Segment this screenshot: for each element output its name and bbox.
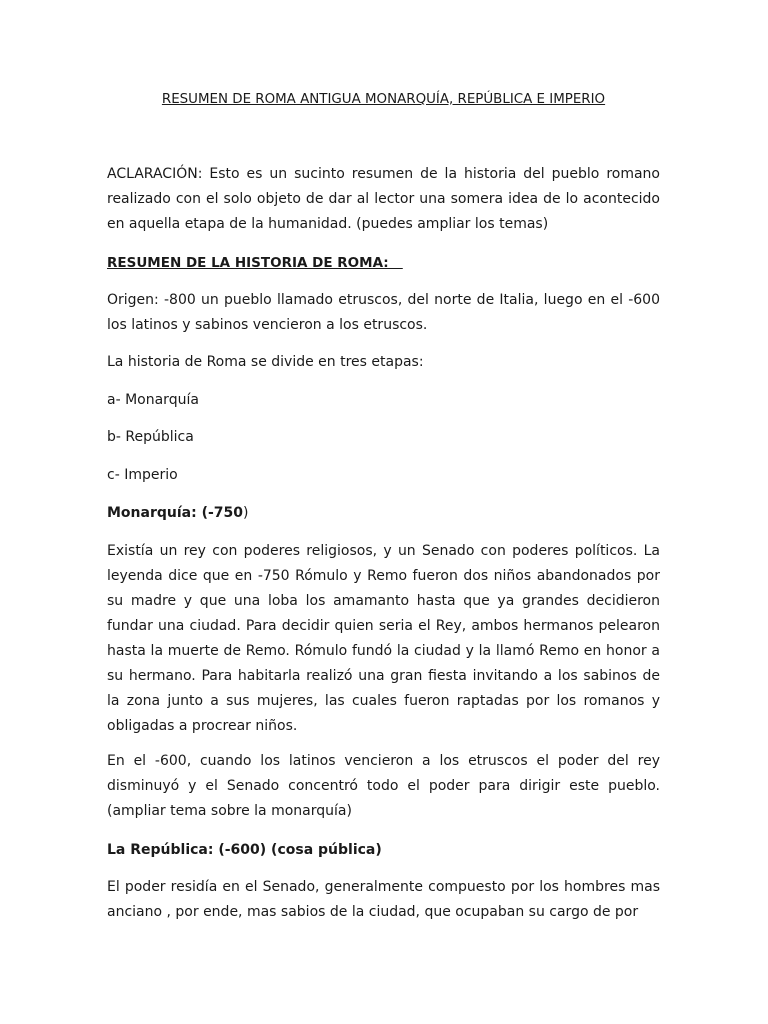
aclaracion-paragraph: ACLARACIÓN: Esto es un sucinto resumen de la historia del pueblo romano realizado con el solo objeto de dar al lector una somera idea de lo acontecido en aquella etapa de la humanidad. (puedes ampliar los temas): [107, 166, 660, 232]
monarquia-heading-tail: ): [243, 505, 249, 521]
monarquia-paragraph-1: Existía un rey con poderes religiosos, y un Senado con poderes políticos. La leyenda dice que en -750 Rómulo y Remo fueron dos niños abandonados por su madre y que una loba los amamanto hasta que ya grandes decidieron fundar una ciudad. Para decidir quien seria el Rey, ambos hermanos pelearon hasta la muerte de Remo. Rómulo fundó la ciudad y la llamó Remo en honor a su hermano. Para habitarla realizó una gran fiesta invitando a los sabinos de la zona junto a sus mujeres, las cuales fueron raptadas por los romanos y obligadas a procrear niños.: [107, 543, 660, 734]
etapa-item: b- República: [107, 429, 194, 445]
historia-heading-text: RESUMEN DE LA HISTORIA DE ROMA:: [107, 255, 403, 271]
document-title: RESUMEN DE ROMA ANTIGUA MONARQUÍA, REPÚBLICA E IMPERIO: [161, 92, 606, 107]
origen-paragraph: Origen: -800 un pueblo llamado etruscos, del norte de Italia, luego en el -600 los latinos y sabinos vencieron a los etruscos.: [107, 292, 660, 333]
republica-paragraph-1: El poder residía en el Senado, generalmente compuesto por los hombres mas anciano , por ende, mas sabios de la ciudad, que ocupaban su cargo de por: [107, 879, 660, 920]
etapa-item: c- Imperio: [107, 467, 178, 483]
monarquia-heading: [107, 501, 660, 526]
monarquia-paragraph-2: En el -600, cuando los latinos vencieron a los etruscos el poder del rey disminuyó y el Senado concentró todo el poder para dirigir este pueblo. (ampliar tema sobre la monarquía): [107, 753, 660, 819]
etapa-item: a- Monarquía: [107, 392, 199, 408]
republica-heading: La República: (-600) (cosa pública): [107, 842, 382, 858]
historia-heading: [107, 251, 660, 276]
monarquia-heading-bold: Monarquía: (-750: [107, 505, 244, 521]
etapas-intro: La historia de Roma se divide en tres etapas:: [107, 354, 424, 370]
